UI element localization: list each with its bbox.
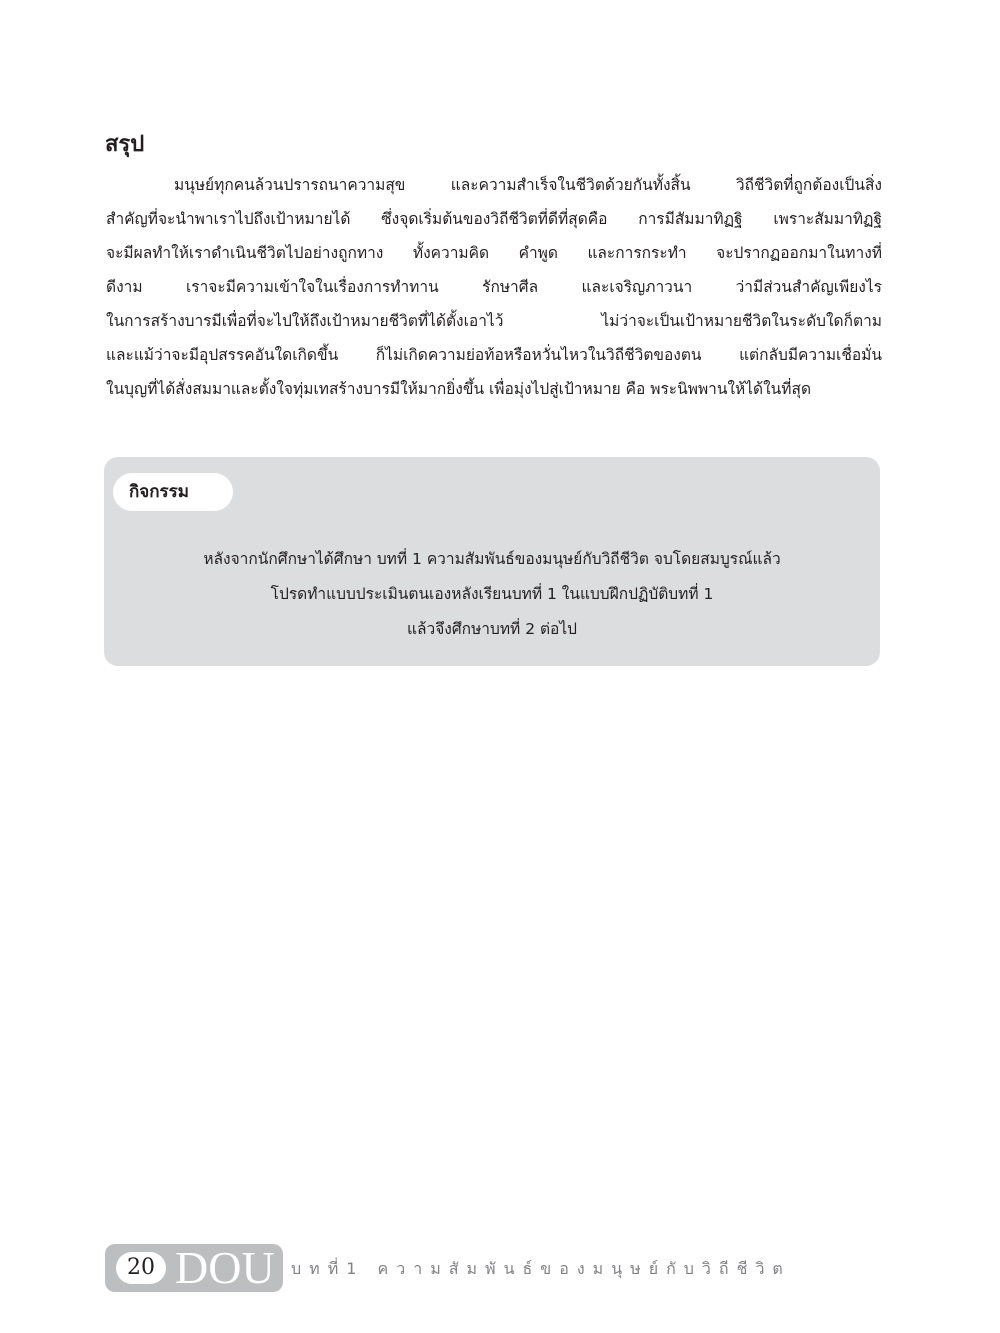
summary-line: ดีงาม เราจะมีความเข้าใจในเรื่องการทำทาน รักษาศีล และเจริญภาวนา ว่ามีส่วนสำคัญเพียงไร <box>106 278 882 296</box>
activity-line: แล้วจึงศึกษาบทที่ 2 ต่อไป <box>407 620 577 638</box>
summary-paragraph <box>106 168 882 406</box>
summary-line: ในบุญที่ได้สั่งสมมาและตั้งใจทุ่มเทสร้างบารมีให้มากยิ่งขึ้น เพื่อมุ่งไปสู่เป้าหมาย คือ พระนิพพานให้ได้ในที่สุด <box>106 380 812 398</box>
page-number: 20 <box>116 1252 166 1284</box>
summary-line: ในการสร้างบารมีเพื่อที่จะไปให้ถึงเป้าหมายชีวิตที่ได้ตั้งเอาไว้ ไม่ว่าจะเป็นเป้าหมายชีวิตในระดับใดก็ตาม <box>106 312 882 330</box>
summary-line: จะมีผลทำให้เราดำเนินชีวิตไปอย่างถูกทาง ทั้งความคิด คำพูด และการกระทำ จะปรากฏออกมาในทางที่ <box>106 244 882 262</box>
section-heading-summary: สรุป <box>105 132 145 157</box>
activity-label: กิจกรรม <box>113 473 233 511</box>
activity-instructions <box>104 542 880 647</box>
running-head: บทที่1 ความสัมพันธ์ของมนุษย์กับวิถีชีวิต <box>291 1259 791 1278</box>
activity-box <box>104 457 880 666</box>
page-footer <box>105 1244 805 1292</box>
summary-line: สำคัญที่จะนำพาเราไปถึงเป้าหมายได้ ซึ่งจุดเริ่มต้นของวิถีชีวิตที่ดีที่สุดคือ การมีสัมมาทิฏฐิ เพราะสัมมาทิฏฐิ <box>106 210 882 228</box>
activity-line: โปรดทำแบบประเมินตนเองหลังเรียนบทที่ 1 ในแบบฝึกปฏิบัติบทที่ 1 <box>270 585 714 603</box>
page-tab <box>105 1244 283 1292</box>
activity-line: หลังจากนักศึกษาได้ศึกษา บทที่ 1 ความสัมพันธ์ของมนุษย์กับวิถีชีวิต จบโดยสมบูรณ์แล้ว <box>203 550 781 568</box>
summary-line: มนุษย์ทุกคนล้วนปรารถนาความสุข และความสำเร็จในชีวิตด้วยกันทั้งสิ้น วิถีชีวิตที่ถูกต้องเป็นสิ่ง <box>174 176 882 194</box>
dou-logo: DOU <box>175 1242 275 1293</box>
summary-line: และแม้ว่าจะมีอุปสรรคอันใดเกิดขึ้น ก็ไม่เกิดความย่อท้อหรือหวั่นไหวในวิถีชีวิตของตน แต่กลับมีความเชื่อมั่น <box>106 346 882 364</box>
